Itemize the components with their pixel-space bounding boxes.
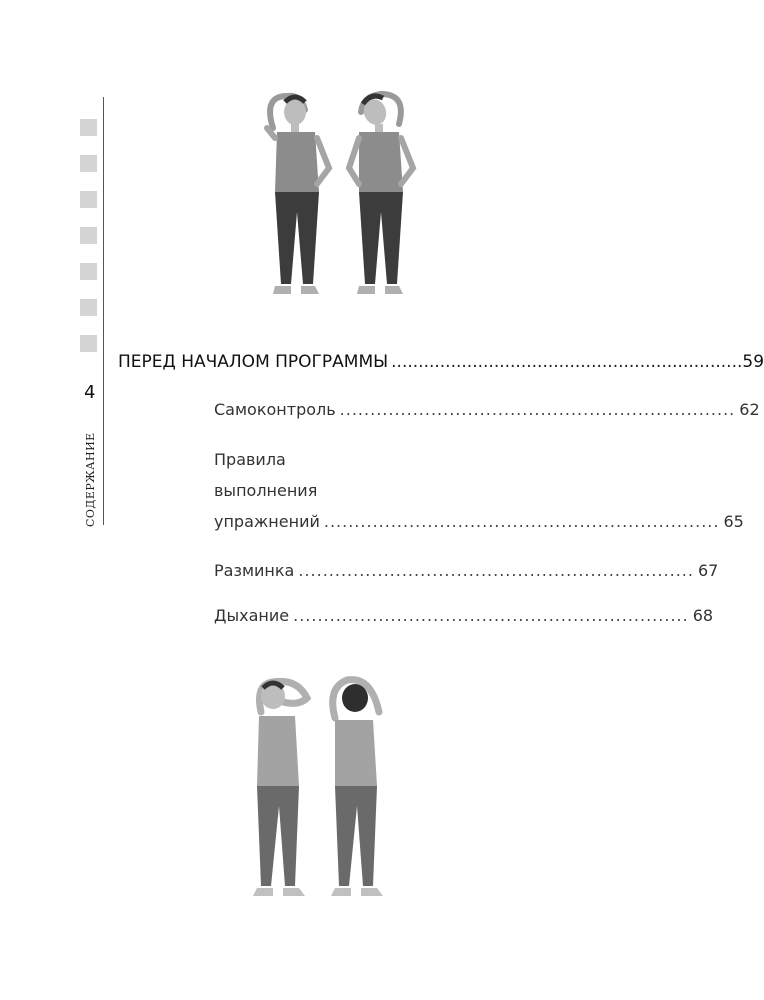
toc-heading-title: ПЕРЕД НАЧАЛОМ ПРОГРАММЫ	[118, 352, 389, 372]
toc-entry-page: 65	[723, 512, 744, 531]
decor-square	[80, 263, 97, 280]
figure-right	[331, 680, 383, 896]
toc-entry-page: 68	[692, 606, 714, 625]
decor-square	[80, 155, 97, 172]
toc-entry-title: упражнений	[214, 512, 320, 531]
toc-entry-rules[interactable]	[214, 512, 744, 536]
toc-entry-warmup[interactable]	[214, 561, 719, 585]
dot-leader: .................................................................	[323, 512, 720, 531]
toc-entry-title: Разминка	[214, 561, 295, 580]
section-label: СОДЕРЖАНИЕ	[84, 432, 97, 527]
decor-square	[80, 335, 97, 352]
dot-leader: .................................................................	[293, 606, 689, 625]
toc-entry-selfcontrol[interactable]	[214, 400, 760, 424]
decorative-squares	[80, 119, 97, 371]
decor-square	[80, 227, 97, 244]
dot-leader: .................................................................	[298, 561, 694, 580]
decor-square	[80, 119, 97, 136]
figure-right	[349, 94, 413, 294]
stretch-photo-bottom	[243, 676, 403, 906]
toc-entry-page: 67	[697, 561, 719, 580]
toc-entry-title: Дыхание	[214, 606, 290, 625]
toc-heading[interactable]	[118, 352, 764, 378]
page-number: 4	[84, 382, 96, 403]
toc-entry-breathing[interactable]	[214, 606, 714, 630]
stretch-photo-top	[253, 88, 433, 304]
toc-entry-rules-line1[interactable]: Правила	[214, 450, 286, 469]
toc-heading-page: 59	[742, 352, 764, 372]
decor-square	[80, 191, 97, 208]
dot-leader: .................................................................	[339, 400, 736, 419]
figure-left	[267, 96, 329, 294]
toc-entry-rules-line2[interactable]: выполнения	[214, 481, 318, 500]
dot-leader: .................................................................	[391, 352, 743, 372]
toc-entry-page: 62	[739, 400, 760, 419]
figure-left	[253, 681, 307, 896]
vertical-rule	[103, 97, 104, 525]
decor-square	[80, 299, 97, 316]
toc-entry-title: Самоконтроль	[214, 400, 336, 419]
